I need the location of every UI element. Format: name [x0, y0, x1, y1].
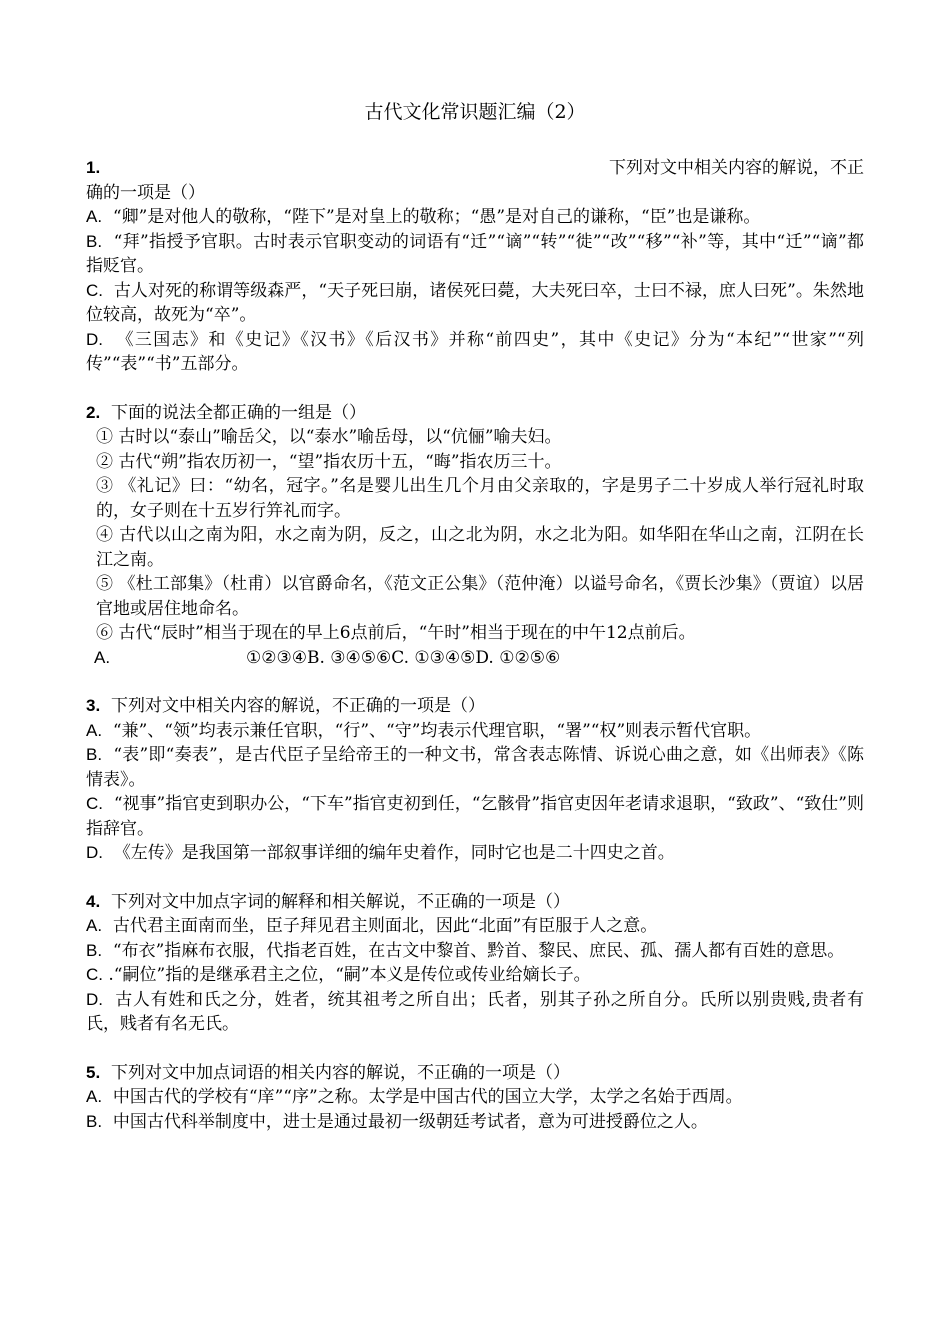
- question-stem: [86, 694, 864, 719]
- option-a: [86, 1085, 864, 1110]
- option-text: 古人有姓和氏之分，姓者，统其祖考之所自出；氏者，别其子孙之所自分。氏所以别贵贱,贵者有氏，贱者有名无氏。: [86, 989, 865, 1034]
- option-c: [86, 279, 864, 328]
- option-a: [86, 914, 864, 939]
- page-title: 古代文化常识题汇编（2）: [364, 101, 586, 123]
- statement-4: ④ 古代以山之南为阳，水之南为阴，反之，山之北为阴，水之北为阳。如华阳在华山之南，江阴在长江之南。: [96, 525, 864, 570]
- option-text: “布衣”指麻布衣服，代指老百姓，在古文中黎首、黔首、黎民、庶民、孤、孺人都有百姓的意思。: [112, 940, 845, 961]
- option-b: [86, 939, 864, 964]
- option-label: D.: [86, 329, 103, 349]
- question-3: [86, 694, 864, 866]
- option-c: [86, 963, 864, 988]
- question-4: [86, 890, 864, 1037]
- statement-3: ③ 《礼记》曰：“幼名，冠字。”名是婴儿出生几个月由父亲取的，字是男子二十岁成人举行冠礼时取的，女子则在十五岁行笄礼而字。: [96, 476, 864, 521]
- option-b: [86, 230, 864, 279]
- option-b: [86, 743, 864, 792]
- option-label: A.: [86, 207, 103, 226]
- option-label: C.: [86, 280, 103, 300]
- answer-choices: [86, 646, 864, 671]
- question-stem-text: 下列对文中加点词语的相关内容的解说，不正确的一项是（）: [111, 1062, 570, 1083]
- question-stem-text: 下列对文中相关内容的解说，不正确的一项是（）: [111, 696, 485, 716]
- question-5: [86, 1061, 864, 1135]
- question-2: [86, 401, 864, 671]
- question-stem: [86, 890, 864, 915]
- option-label: A.: [86, 1087, 103, 1106]
- option-text: “卿”是对他人的敬称，“陛下”是对皇上的敬称；“愚”是对自己的谦称，“臣”也是谦称。: [112, 207, 761, 227]
- option-d: [86, 328, 864, 377]
- option-label: B.: [86, 231, 103, 251]
- option-text: “拜”指授予官职。古时表示官职变动的词语有“迁”“谪”“转”“徙”“改”“移”“补”等，其中“迁”“谪”都指贬官。: [86, 231, 864, 276]
- option-label: D.: [86, 843, 103, 862]
- option-label: B.: [86, 1111, 103, 1131]
- option-c: [86, 792, 864, 841]
- question-number: 2.: [86, 402, 101, 422]
- choice-a-label: A.: [94, 647, 111, 667]
- option-label: B.: [86, 940, 103, 960]
- statement-6: ⑥ 古代“辰时”相当于现在的早上6点前后，“午时”相当于现在的中午12点前后。: [96, 623, 696, 643]
- option-text: “表”即“奏表”，是古代臣子呈给帝王的一种文书，常含表志陈情、诉说心曲之意，如《出师表》《陈情表》。: [86, 745, 865, 790]
- option-a: [86, 719, 864, 744]
- option-label: C.: [86, 965, 103, 984]
- option-a: [86, 205, 864, 230]
- statement-1: ① 古时以“泰山”喻岳父，以“泰水”喻岳母，以“伉俪”喻夫妇。: [96, 427, 562, 447]
- option-text: 《左传》是我国第一部叙事详细的编年史着作，同时它也是二十四史之首。: [113, 843, 675, 863]
- option-label: B.: [86, 745, 103, 764]
- option-label: A.: [86, 916, 103, 935]
- statement-2: ② 古代“朔”指农历初一，“望”指农历十五，“晦”指农历三十。: [96, 451, 562, 472]
- question-stem: [86, 401, 864, 426]
- question-stem-text: 下列对文中相关内容的解说，不正: [609, 158, 864, 178]
- statement-5: ⑤ 《杜工部集》（杜甫）以官爵命名，《范文正公集》（范仲淹）以谥号命名，《贾长沙集》（贾谊）以居官地或居住地命名。: [96, 574, 864, 619]
- option-text: “视事”指官吏到职办公，“下车”指官吏初到任，“乞骸骨”指官吏因年老请求退职，“致政”、“致仕”则指辞官。: [86, 794, 864, 839]
- option-label: D.: [86, 989, 103, 1009]
- question-stem: [86, 1061, 864, 1086]
- option-d: [86, 988, 864, 1037]
- option-label: C.: [86, 794, 103, 813]
- option-text: 古人对死的称谓等级森严，“天子死曰崩，诸侯死曰薨，大夫死曰卒，士曰不禄，庶人曰死”。朱然地位较高，故死为“卒”。: [86, 280, 864, 325]
- option-text: 中国古代科举制度中，进士是通过最初一级朝廷考试者，意为可进授爵位之人。: [112, 1111, 708, 1132]
- question-stem-text: 下列对文中加点字词的解释和相关解说，不正确的一项是（）: [111, 891, 570, 912]
- option-text: 中国古代的学校有“庠”“序”之称。太学是中国古代的国立大学，太学之名始于西周。: [112, 1087, 743, 1107]
- question-stem-text: 下面的说法全都正确的一组是（）: [111, 402, 366, 423]
- option-text: .“嗣位”指的是继承君主之位，“嗣”本义是传位或传业给嫡长子。: [108, 965, 591, 985]
- question-number: 4.: [86, 891, 101, 911]
- question-1: [86, 156, 864, 377]
- option-label: A.: [86, 720, 103, 740]
- choice-list: ①②③④B. ③④⑤⑥C. ①③④⑤D. ①②⑤⑥: [246, 647, 561, 668]
- question-number: 1.: [86, 158, 101, 177]
- question-number: 3.: [86, 696, 101, 715]
- question-list: [86, 156, 864, 1158]
- option-b: [86, 1110, 864, 1135]
- question-stem: [86, 156, 864, 181]
- question-number: 5.: [86, 1062, 101, 1082]
- option-d: [86, 841, 864, 866]
- question-stem-continued: 确的一项是（）: [86, 182, 205, 203]
- option-text: 《三国志》和《史记》《汉书》《后汉书》并称“前四史”，其中《史记》分为“本纪”“世家”“列传”“表”“书”五部分。: [86, 329, 864, 374]
- option-text: 古代君主面南而坐，臣子拜见君主则面北，因此“北面”有臣服于人之意。: [112, 916, 658, 936]
- option-text: “兼”、“领”均表示兼任官职，“行”、“守”均表示代理官职，“署”“权”则表示暂代官职。: [112, 720, 762, 741]
